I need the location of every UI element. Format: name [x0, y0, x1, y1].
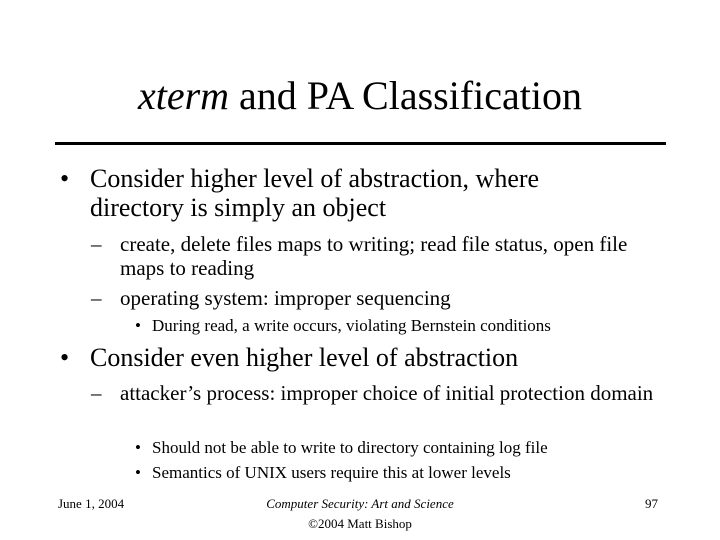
footer-copyright: ©2004 Matt Bishop	[308, 516, 412, 531]
bullet-text: During read, a write occurs, violating Bernstein conditions	[152, 316, 551, 335]
bullet-text: attacker’s process: improper choice of initial protection domain	[120, 381, 654, 405]
bullet-level1	[60, 164, 610, 222]
title-divider	[55, 142, 666, 145]
title-italic: xterm	[137, 73, 230, 118]
bullet-marker: –	[91, 286, 102, 310]
bullet-level3	[135, 314, 672, 338]
bullet-marker: –	[91, 232, 102, 256]
bullet-text: operating system: improper sequencing	[120, 286, 451, 310]
bullet-marker: •	[60, 164, 70, 193]
bullet-marker: –	[91, 381, 102, 405]
footer-citation	[200, 494, 520, 534]
bullet-level2	[91, 381, 660, 405]
bullet-text: Should not be able to write to directory containing log file	[152, 438, 548, 457]
bullet-level3	[135, 436, 672, 460]
bullet-level2	[91, 286, 630, 310]
bullet-level2	[91, 232, 630, 280]
bullet-text: Semantics of UNIX users require this at lower levels	[152, 463, 511, 482]
bullet-text: Consider even higher level of abstraction	[90, 343, 519, 372]
bullet-marker: •	[60, 343, 70, 372]
bullet-text: Consider higher level of abstraction, where directory is simply an object	[90, 164, 540, 222]
bullet-level3	[135, 461, 672, 485]
footer-date: June 1, 2004	[58, 496, 125, 511]
bullet-marker: •	[135, 463, 141, 482]
bullet-text: create, delete files maps to writing; read file status, open file maps to reading	[120, 232, 628, 280]
slide-title	[0, 70, 720, 122]
footer-page-number: 97	[645, 496, 658, 511]
title-rest: and PA Classification	[229, 73, 583, 118]
footer-book-title: Computer Security: Art and Science	[266, 496, 454, 511]
bullet-marker: •	[135, 438, 141, 457]
bullet-level1	[60, 343, 650, 372]
bullet-marker: •	[135, 316, 141, 335]
